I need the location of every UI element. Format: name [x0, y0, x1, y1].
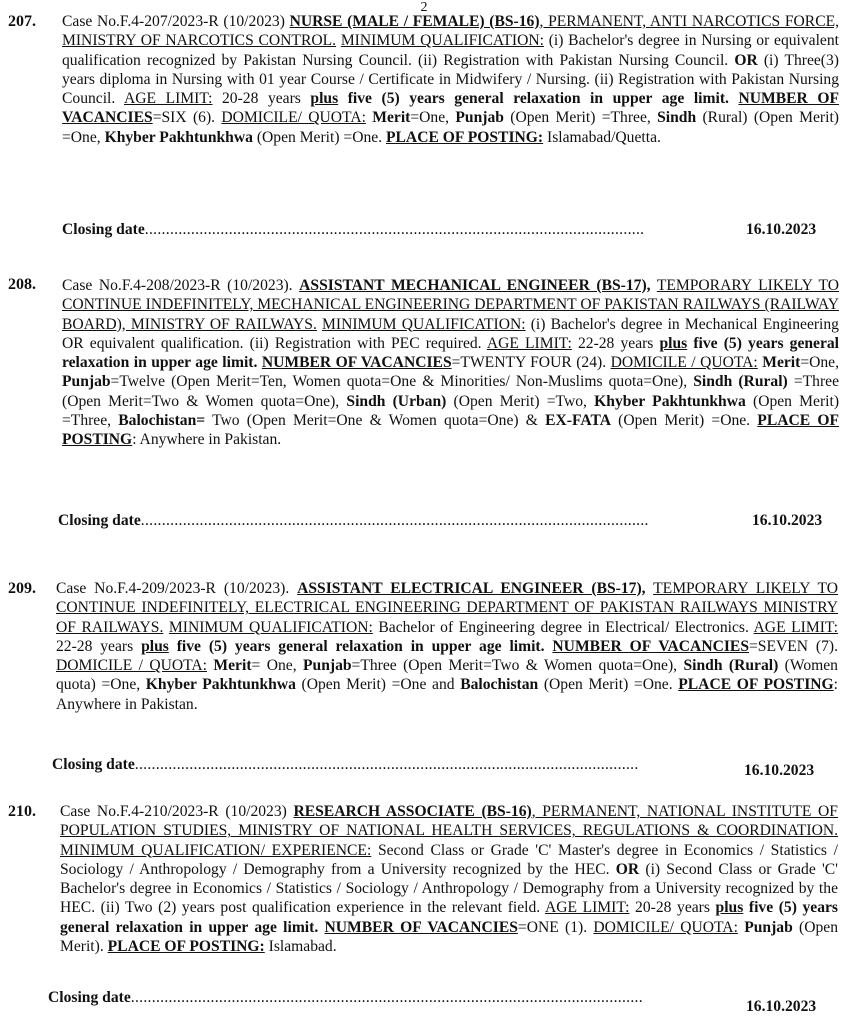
quota-5-text: (Open Merit) =One. — [538, 676, 679, 694]
min-qualification-label: MINIMUM QUALIFICATION: — [322, 315, 526, 333]
closing-label: Closing date — [62, 221, 145, 238]
age-limit-label: AGE LIMIT: — [544, 899, 630, 917]
quota-1-text: =One, — [800, 354, 840, 372]
min-qualification-text: (i) Bachelor's degree in Mechanical Engineering OR equivalent qualification. (ii) Registration with PEC required. — [62, 315, 839, 352]
closing-date: 16.10.2023 — [752, 512, 823, 529]
quota-3-label: Sindh (Rural) — [683, 657, 779, 675]
entry-body — [62, 276, 839, 450]
quota-4-text: (Open Merit) =One. — [252, 128, 386, 146]
quota-5-label: Balochistan — [460, 676, 539, 694]
plus-label: plus — [715, 899, 744, 917]
plus-label: plus — [659, 334, 688, 352]
plus-label: plus — [141, 637, 169, 655]
domicile-label: DOMICILE/ QUOTA: — [593, 918, 738, 936]
quota-4-label: Khyber Pakhtunkhwa — [104, 128, 253, 146]
quota-7-text: (Open Merit) =One. — [610, 412, 758, 430]
post-title: NURSE (MALE / FEMALE) (BS-16) — [289, 13, 540, 30]
quota-2-text: =Twelve (Open Merit=Ten, Women quota=One & Minorities/ Non-Muslims quota=One), — [110, 373, 694, 391]
age-limit-text: 22-28 years — [56, 637, 142, 655]
relaxation-text: five (5) years general relaxation in upper age limit. — [168, 637, 545, 655]
entry-body — [62, 12, 839, 147]
quota-1-text: (Open Merit). — [60, 918, 839, 956]
closing-date: 16.10.2023 — [744, 762, 815, 779]
entry-body — [56, 579, 838, 714]
min-qualification-text: (i) Bachelor's degree in Nursing or equivalent qualification recognized by Pakistan Nursing Council. (ii) Registration with Pakistan Nursing Council. — [62, 32, 839, 69]
quota-4-text: (Open Merit) =Two, — [446, 392, 595, 410]
post-title: ASSISTANT ELECTRICAL ENGINEER (BS-17), — [297, 580, 646, 597]
age-limit-label: AGE LIMIT: — [123, 90, 213, 108]
quota-4-text: (Open Merit) =One and — [295, 676, 461, 694]
vacancies-text: =SEVEN (7). — [749, 637, 839, 655]
place-of-posting-text: : Anywhere in Pakistan. — [56, 676, 838, 713]
quota-4-label: Khyber Pakhtunkhwa — [145, 676, 296, 694]
relaxation-text: five (5) years general relaxation in upper age limit. — [60, 899, 839, 936]
place-of-posting-text: Islamabad/Quetta. — [543, 128, 661, 146]
vacancies-text: =SIX (6). — [152, 109, 222, 127]
entry-number: 207. — [8, 13, 36, 30]
place-of-posting-label: PLACE OF POSTING: — [386, 128, 544, 146]
age-limit-text: 20-28 years — [629, 899, 716, 917]
quota-1-label: Merit — [762, 354, 801, 372]
quota-2-label: Punjab — [62, 373, 111, 391]
vacancies-label: NUMBER OF VACANCIES — [261, 354, 452, 372]
page-number: 2 — [420, 0, 428, 15]
vacancies-label: NUMBER OF VACANCIES — [62, 90, 839, 127]
closing-date-row: Closing date....................................................................................................................... — [62, 221, 645, 238]
closing-date: 16.10.2023 — [746, 221, 817, 238]
quota-2-text: (Open Merit) =Three, — [503, 109, 658, 127]
entry-number: 210. — [8, 803, 36, 820]
quota-3-label: Sindh (Rural) — [693, 373, 794, 391]
case-number: Case No.F.4-210/2023-R (10/2023) — [60, 803, 287, 820]
age-limit-label: AGE LIMIT: — [753, 618, 838, 636]
vacancies-text: =TWENTY FOUR (24). — [451, 354, 611, 372]
closing-date-row: Closing date.......................................................................................................................... — [48, 989, 643, 1006]
quota-1-label: Merit — [213, 657, 252, 675]
min-qualification-label: MINIMUM QUALIFICATION: — [340, 32, 544, 50]
relaxation-text: five (5) years general relaxation in upper age limit. — [338, 90, 729, 108]
case-number: Case No.F.4-207/2023-R (10/2023) — [62, 13, 285, 30]
place-of-posting-text: Islamabad. — [264, 938, 337, 956]
quota-3-text: (Women quota) =One, — [56, 657, 838, 694]
closing-date-row: Closing date......................................................................................................................... — [58, 512, 649, 529]
or-label: OR — [615, 860, 640, 878]
quota-2-label: Punjab — [303, 657, 352, 675]
post-title: ASSISTANT MECHANICAL ENGINEER (BS-17), — [299, 277, 651, 294]
relaxation-text: five (5) years general relaxation in upper age limit. — [62, 334, 840, 372]
domicile-label: DOMICILE / QUOTA: — [610, 354, 758, 372]
entry-number: 208. — [8, 276, 36, 293]
department: , PERMANENT, NATIONAL INSTITUTE OF POPULATION STUDIES, MINISTRY OF NATIONAL HEALTH SERVICES, REGULATIONS & COORDINATION. — [60, 803, 838, 840]
quota-3-text: (Rural) (Open Merit) =One, — [62, 109, 839, 146]
department: TEMPORARY LIKELY TO CONTINUE INDEFINITELY, MECHANICAL ENGINEERING DEPARTMENT OF PAKISTAN RAILWAYS (RAILWAY BOARD), MINISTRY OF RAILWAYS. — [62, 277, 840, 333]
quota-5-label: Khyber Pakhtunkhwa — [594, 392, 746, 410]
quota-1-label: Punjab — [744, 918, 793, 936]
age-limit-text: 20-28 years — [212, 90, 311, 108]
case-number: Case No.F.4-209/2023-R (10/2023). — [56, 580, 290, 597]
quota-1-text: =One, — [410, 109, 456, 127]
quota-3-text: =Three (Open Merit=Two & Women quota=One), — [62, 373, 839, 410]
min-qualification-text: Bachelor of Engineering degree in Electrical/ Electronics. — [372, 618, 754, 636]
quota-7-label: EX-FATA — [545, 412, 611, 430]
min-qualification-text-2: (i) Second Class or Grade 'C' Bachelor's degree in Economics / Statistics / Sociology / Anthropology / Demography from a University recognized by the HEC. (ii) Two (2) years post qualification experience in the relevant field. — [60, 860, 838, 917]
min-qualification-label: MINIMUM QUALIFICATION: — [168, 618, 373, 636]
or-label: OR — [734, 51, 758, 69]
quota-6-text: Two (Open Merit=One & Women quota=One) & — [205, 412, 546, 430]
place-of-posting-label: PLACE OF POSTING — [678, 676, 834, 694]
min-qualification-label: MINIMUM QUALIFICATION/ EXPERIENCE: — [60, 841, 372, 859]
closing-label: Closing date — [52, 756, 135, 773]
quota-1-label: Merit — [372, 109, 411, 127]
case-number: Case No.F.4-208/2023-R (10/2023). — [62, 277, 293, 294]
department: TEMPORARY LIKELY TO CONTINUE INDEFINITELY, ELECTRICAL ENGINEERING DEPARTMENT OF PAKISTAN RAILWAYS MINISTRY OF RAILWAYS. — [56, 580, 838, 636]
vacancies-text: =ONE (1). — [517, 918, 594, 936]
min-qualification-text: Second Class or Grade 'C' Master's degree in Economics / Statistics / Sociology / Anthropology / Demography from a University recognized by the HEC. — [60, 841, 838, 878]
quota-1-text: = One, — [251, 657, 303, 675]
age-limit-text: 22-28 years — [571, 334, 660, 352]
entry-number: 209. — [8, 580, 36, 597]
quota-4-label: Sindh (Urban) — [346, 392, 447, 410]
post-title: RESEARCH ASSOCIATE (BS-16) — [293, 803, 532, 820]
closing-date-row: Closing date........................................................................................................................ — [52, 756, 639, 773]
quota-2-label: Punjab — [455, 109, 504, 127]
place-of-posting-text: : Anywhere in Pakistan. — [132, 431, 282, 449]
plus-label: plus — [310, 90, 339, 108]
quota-3-label: Sindh — [657, 109, 697, 127]
domicile-label: DOMICILE/ QUOTA: — [221, 109, 366, 127]
entry-body — [60, 802, 838, 956]
quota-2-text: =Three (Open Merit=Two & Women quota=One), — [351, 657, 684, 675]
vacancies-label: NUMBER OF VACANCIES — [552, 637, 749, 655]
vacancies-label: NUMBER OF VACANCIES — [324, 918, 518, 936]
quota-5-text: (Open Merit) =Three, — [62, 392, 840, 430]
closing-label: Closing date — [48, 989, 131, 1006]
domicile-label: DOMICILE / QUOTA: — [56, 657, 208, 675]
department: , PERMANENT, ANTI NARCOTICS FORCE, MINISTRY OF NARCOTICS CONTROL. — [62, 13, 840, 50]
age-limit-label: AGE LIMIT: — [486, 334, 572, 352]
place-of-posting-label: PLACE OF POSTING: — [107, 938, 265, 956]
quota-6-label: Balochistan= — [118, 412, 206, 430]
place-of-posting-label: PLACE OF POSTING — [62, 412, 840, 449]
closing-date: 16.10.2023 — [746, 998, 817, 1015]
closing-label: Closing date — [58, 512, 141, 529]
min-qualification-text-2: (i) Three(3) years diploma in Nursing with 01 year Course / Certificate in Midwifery / Nursing. (ii) Registration with Pakistan Nursing Council. — [62, 51, 839, 108]
